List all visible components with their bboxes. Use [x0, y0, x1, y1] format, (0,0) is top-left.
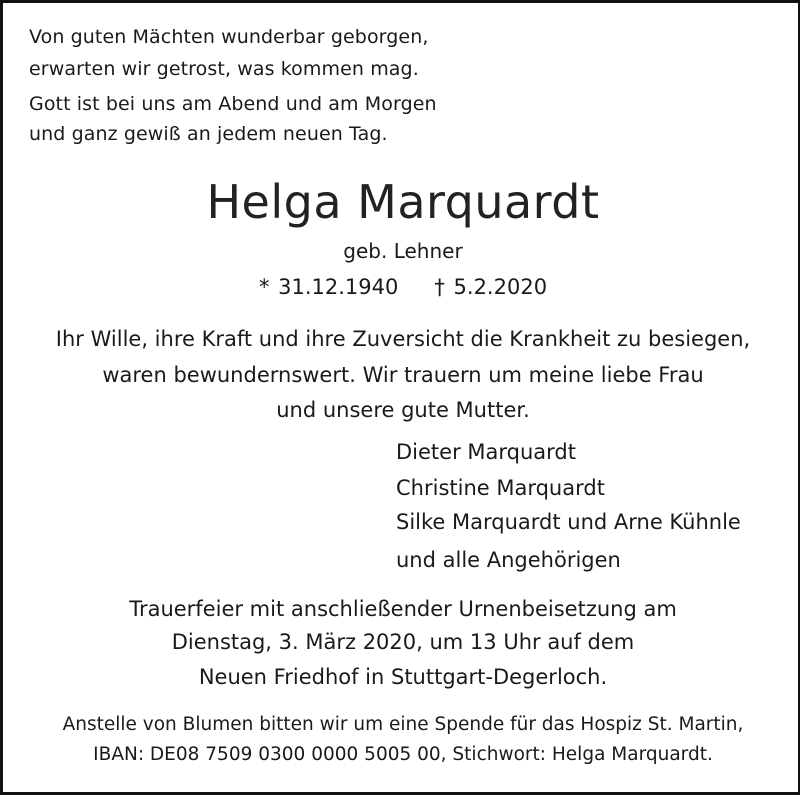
poem-line: erwarten wir getrost, was kommen mag. [29, 58, 419, 80]
mourner-name: Silke Marquardt und Arne Kühnle [396, 510, 741, 534]
poem-line: und ganz gewiß an jedem neuen Tag. [29, 123, 388, 145]
poem-line: Von guten Mächten wunderbar geborgen, [29, 26, 429, 48]
mourner-name: und alle Angehörigen [396, 548, 621, 572]
message-line: waren bewundernswert. Wir trauern um meine liebe Frau [102, 363, 704, 387]
mourner-name: Christine Marquardt [396, 476, 605, 500]
poem-line: Gott ist bei uns am Abend und am Morgen [29, 93, 437, 115]
message-line: Ihr Wille, ihre Kraft und ihre Zuversicht die Krankheit zu besiegen, [55, 327, 751, 351]
mourner-name: Dieter Marquardt [396, 440, 576, 464]
message-line: und unsere gute Mutter. [276, 398, 530, 422]
funeral-line: Trauerfeier mit anschließender Urnenbeisetzung am [129, 597, 677, 621]
life-dates [3, 275, 800, 299]
funeral-line: Neuen Friedhof in Stuttgart-Degerloch. [198, 665, 608, 689]
funeral-line: Dienstag, 3. März 2020, um 13 Uhr auf dem [171, 630, 635, 654]
maiden-name: geb. Lehner [343, 239, 463, 263]
donation-line: Anstelle von Blumen bitten wir um eine Spende für das Hospiz St. Martin, [62, 714, 744, 735]
death-date: † 5.2.2020 [434, 275, 548, 299]
deceased-name: Helga Marquardt [206, 175, 600, 229]
birth-date: * 31.12.1940 [258, 275, 399, 299]
donation-line: IBAN: DE08 7509 0300 0000 5005 00, Stichwort: Helga Marquardt. [93, 744, 713, 765]
